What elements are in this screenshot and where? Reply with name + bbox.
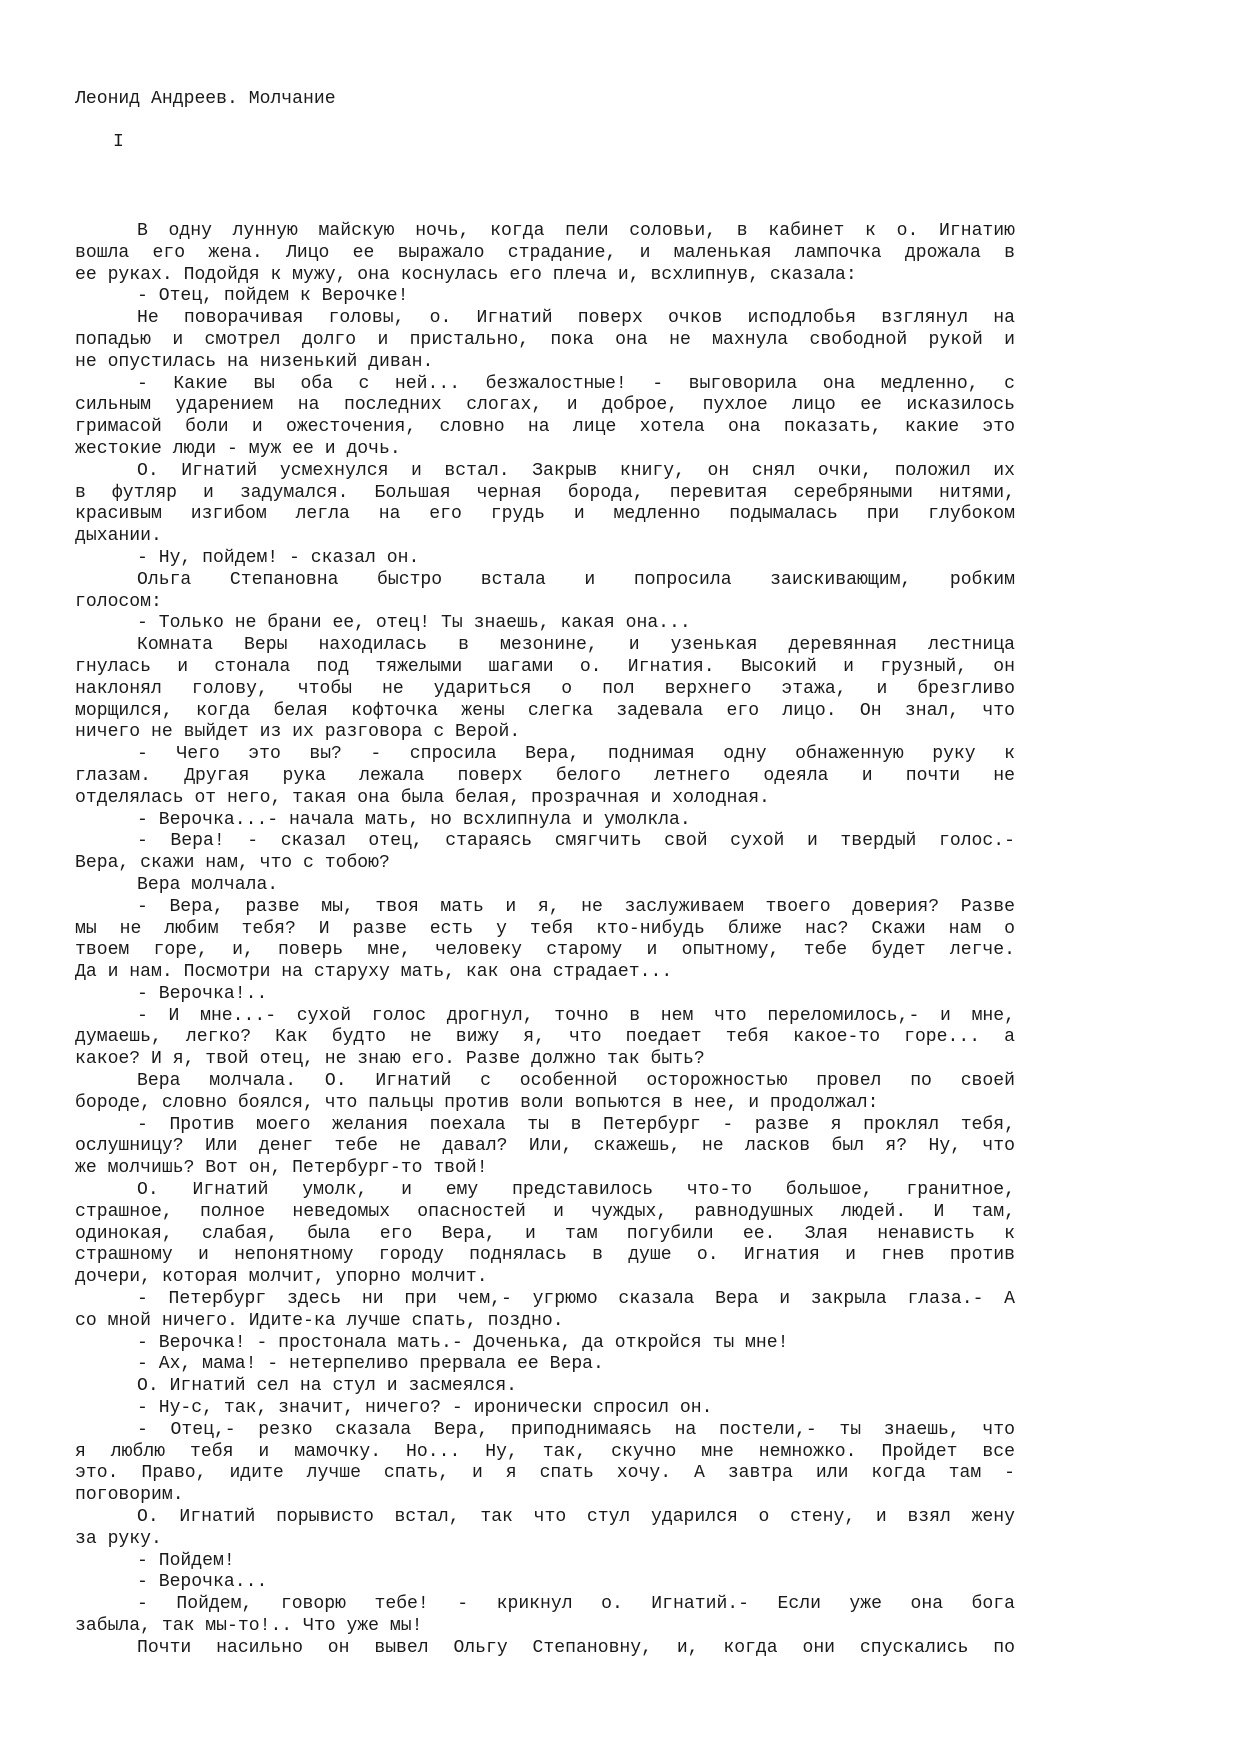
text-line: думаешь, легко? Как будто не вижу я, что поедает тебя какое-то горе... а [75, 1027, 1015, 1048]
text-line: О. Игнатий умолк, и ему представилось что-то большое, гранитное, [137, 1180, 1015, 1201]
text-line: О. Игнатий усмехнулся и встал. Закрыв книгу, он снял очки, положил их [137, 460, 1015, 481]
text-line: - И мне...- сухой голос дрогнул, точно в нем что переломилось,- и мне, [137, 1005, 1015, 1026]
text-line: Не поворачивая головы, о. Игнатий поверх очков исподлобья взглянул на [137, 308, 1015, 329]
text-line: - Вера! - сказал отец, стараясь смягчить свой сухой и твердый голос.- [137, 831, 1015, 852]
text-line: Почти насильно он вывел Ольгу Степановну, и, когда они спускались по [137, 1637, 1015, 1658]
text-line: гнулась и стонала под тяжелыми шагами о. Игнатия. Высокий и грузный, он [75, 656, 1015, 677]
text-line: - Чего это вы? - спросила Вера, поднимая одну обнаженную руку к [137, 744, 1015, 765]
text-line: Да и нам. Посмотри на старуху мать, как она страдает... [75, 962, 673, 983]
text-line: - Против моего желания поехала ты в Петербург - разве я проклял тебя, [137, 1114, 1015, 1135]
text-line: Вера молчала. [137, 874, 279, 895]
text-line: страшное, полное неведомых опасностей и чуждых, равнодушных людей. И там, [75, 1201, 1015, 1222]
text-line: наклонял голову, чтобы не удариться о пол верхнего этажа, и брезгливо [75, 678, 1015, 699]
text-line: морщился, когда белая кофточка жены слегка задевала его лицо. Он знал, что [75, 700, 1015, 721]
text-line: жестокие люди - муж ее и дочь. [75, 438, 401, 459]
text-line: голосом: [75, 591, 162, 612]
text-line: со мной ничего. Идите-ка лучше спать, поздно. [75, 1310, 564, 1331]
text-line: попадью и смотрел долго и пристально, пока она не махнула свободной рукой и [75, 329, 1015, 350]
text-line: ничего не выйдет из их разговора с Верой. [75, 722, 521, 743]
text-line: - Вера, разве мы, твоя мать и я, не заслуживаем твоего доверия? Разве [137, 896, 1015, 917]
document-body [75, 221, 1015, 1660]
text-line: Ольга Степановна быстро встала и попросила заискивающим, робким [137, 569, 1015, 590]
text-line: - Отец,- резко сказала Вера, приподнимаясь на постели,- ты знаешь, что [137, 1419, 1015, 1440]
text-line: - Только не брани ее, отец! Ты знаешь, какая она... [137, 613, 691, 634]
text-line: в футляр и задумался. Большая черная борода, перевитая серебряными нитями, [75, 482, 1015, 503]
text-line: - Пойдем! [137, 1550, 235, 1571]
text-line: Комната Веры находилась в мезонине, и узенькая деревянная лестница [137, 635, 1015, 656]
text-line: О. Игнатий сел на стул и засмеялся. [137, 1376, 518, 1397]
text-line: твоем горе, и, поверь мне, человеку старому и опытному, тебе будет легче. [75, 940, 1015, 961]
text-line: дочери, которая молчит, упорно молчит. [75, 1267, 488, 1288]
text-line: - Пойдем, говорю тебе! - крикнул о. Игнатий.- Если уже она бога [137, 1594, 1015, 1615]
document-title: Леонид Андреев. Молчание [75, 89, 336, 109]
text-line: я люблю тебя и мамочку. Но... Ну, так, скучно мне немножко. Пройдет все [75, 1441, 1015, 1462]
text-line: же молчишь? Вот он, Петербург-то твой! [75, 1158, 488, 1179]
text-line: поговорим. [75, 1485, 184, 1506]
text-line: - Какие вы оба с ней... безжалостные! - выговорила она медленно, с [137, 373, 1015, 394]
chapter-number: I [113, 132, 124, 152]
text-line: страшному и непонятному городу поднялась в душе о. Игнатия и гнев против [75, 1245, 1015, 1266]
text-line: Вера молчала. О. Игнатий с особенной осторожностью провел по своей [137, 1071, 1015, 1092]
text-line: - Верочка! - простонала мать.- Доченька, да откройся ты мне! [137, 1332, 789, 1353]
text-line: за руку. [75, 1528, 162, 1549]
text-line: какое? И я, твой отец, не знаю его. Разве должно так быть? [75, 1049, 705, 1070]
text-line: сильным ударением на последних слогах, и доброе, пухлое лицо ее исказилось [75, 395, 1015, 416]
text-line: - Ах, мама! - нетерпеливо прервала ее Вера. [137, 1354, 604, 1375]
text-line: - Ну, пойдем! - сказал он. [137, 547, 420, 568]
text-line: ее руках. Подойдя к мужу, она коснулась его плеча и, всхлипнув, сказала: [75, 264, 857, 285]
text-line: вошла его жена. Лицо ее выражало страдание, и маленькая лампочка дрожала в [75, 242, 1015, 263]
text-line: - Верочка... [137, 1572, 268, 1593]
text-line: Вера, скажи нам, что с тобою? [75, 853, 390, 874]
text-line: красивым изгибом легла на его грудь и медленно подымалась при глубоком [75, 504, 1015, 525]
text-line: - Петербург здесь ни при чем,- угрюмо сказала Вера и закрыла глаза.- А [137, 1289, 1015, 1310]
text-line: глазам. Другая рука лежала поверх белого летнего одеяла и почти не [75, 765, 1015, 786]
text-line: - Ну-с, так, значит, ничего? - иронически спросил он. [137, 1398, 713, 1419]
text-line: отделялась от него, такая она была белая, прозрачная и холодная. [75, 787, 770, 808]
text-line: - Отец, пойдем к Верочке! [137, 286, 409, 307]
text-line: дыхании. [75, 526, 162, 547]
text-line: О. Игнатий порывисто встал, так что стул ударился о стену, и взял жену [137, 1507, 1015, 1528]
text-line: - Верочка...- начала мать, но всхлипнула и умолкла. [137, 809, 691, 830]
text-line: В одну лунную майскую ночь, когда пели соловьи, в кабинет к о. Игнатию [137, 221, 1015, 241]
text-line: гримасой боли и ожесточения, словно на лице хотела она показать, какие это [75, 417, 1015, 438]
text-line: забыла, так мы-то!.. Что уже мы! [75, 1616, 423, 1636]
text-line: мы не любим тебя? И разве есть у тебя кто-нибудь ближе нас? Скажи нам о [75, 918, 1015, 939]
text-line: ослушницу? Или денег тебе не давал? Или, скажешь, не ласков был я? Ну, что [75, 1136, 1015, 1157]
text-line: бороде, словно боялся, что пальцы против воли вопьются в нее, и продолжал: [75, 1092, 879, 1113]
text-line: это. Право, идите лучше спать, и я спать хочу. А завтра или когда там - [75, 1463, 1015, 1484]
text-line: - Верочка!.. [137, 983, 268, 1004]
text-line: не опустилась на низенький диван. [75, 351, 434, 372]
text-line: одинокая, слабая, была его Вера, и там погубили ее. Злая ненависть к [75, 1223, 1015, 1244]
